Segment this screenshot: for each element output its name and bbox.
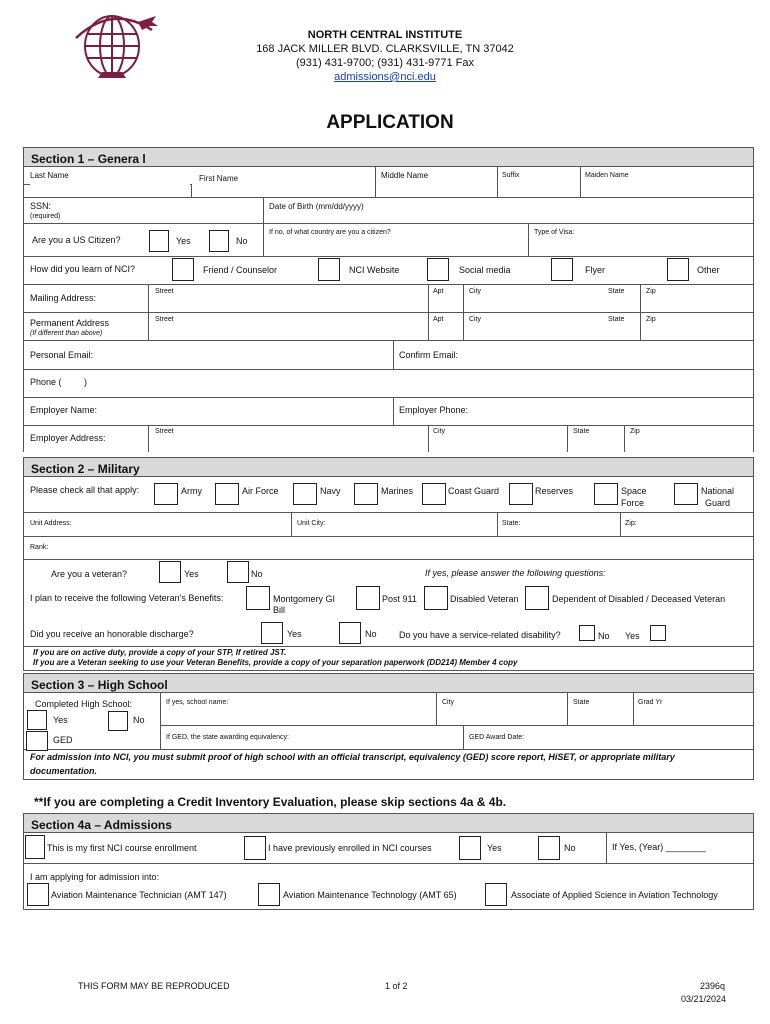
honorable-question: Did you receive an honorable discharge? bbox=[30, 629, 194, 639]
unit-state-label: State: bbox=[502, 520, 521, 527]
suffix-label: Suffix bbox=[502, 172, 520, 179]
citizen-no-label: No bbox=[236, 236, 248, 246]
permanent-apt-label: Apt bbox=[433, 316, 444, 323]
form-title: APPLICATION bbox=[326, 112, 454, 133]
mailing-city-label: City bbox=[469, 288, 482, 295]
disability-yes-checkbox[interactable] bbox=[650, 625, 666, 641]
hs-no-label: No bbox=[133, 715, 145, 725]
disability-no-checkbox[interactable] bbox=[579, 625, 595, 641]
confirm-email-label: Confirm Email: bbox=[399, 350, 459, 360]
ged-checkbox[interactable] bbox=[26, 731, 48, 751]
mgib-label-2: Bill bbox=[273, 605, 286, 615]
hs-yes-label: Yes bbox=[53, 715, 68, 725]
hs-proof-note-2: documentation. bbox=[30, 766, 97, 776]
credit-inventory-note: **If you are completing a Credit Inventory Evaluation, please skip sections 4a & 4b. bbox=[34, 795, 507, 809]
last-name-field[interactable] bbox=[30, 184, 190, 196]
ged-label: GED bbox=[53, 735, 73, 745]
army-checkbox[interactable] bbox=[154, 483, 178, 505]
section-1-header bbox=[23, 147, 754, 167]
employer-address-label: Employer Address: bbox=[30, 433, 106, 443]
honorable-yes-checkbox[interactable] bbox=[261, 622, 283, 644]
section-2-title: Section 2 – Military bbox=[31, 462, 140, 476]
hs-no-checkbox[interactable] bbox=[108, 711, 128, 731]
institute-name: NORTH CENTRAL INSTITUTE bbox=[307, 29, 463, 41]
nationalguard-checkbox[interactable] bbox=[674, 483, 698, 505]
first-enrollment-label: This is my first NCI course enrollment bbox=[47, 843, 197, 853]
marines-label: Marines bbox=[381, 486, 414, 496]
disabled-veteran-checkbox[interactable] bbox=[424, 586, 448, 610]
employer-state-label: State bbox=[573, 428, 590, 435]
previous-yes-checkbox[interactable] bbox=[459, 836, 481, 860]
airforce-checkbox[interactable] bbox=[215, 483, 239, 505]
honorable-no-label: No bbox=[365, 629, 377, 639]
veteran-question: Are you a veteran? bbox=[51, 569, 128, 579]
mailing-apt-label: Apt bbox=[433, 288, 444, 295]
previous-no-label: No bbox=[564, 843, 576, 853]
unit-city-label: Unit City: bbox=[297, 520, 326, 527]
amt65-checkbox[interactable] bbox=[258, 883, 280, 906]
website-label: NCI Website bbox=[349, 265, 400, 275]
coastguard-checkbox[interactable] bbox=[422, 483, 446, 505]
dependent-checkbox[interactable] bbox=[525, 586, 549, 610]
country-question: If no, of what country are you a citizen? bbox=[269, 229, 391, 236]
unit-zip-label: Zip: bbox=[625, 520, 637, 527]
grad-year-label: Grad Yr bbox=[638, 699, 663, 706]
citizen-yes-label: Yes bbox=[176, 236, 191, 246]
permanent-state-label: State bbox=[608, 316, 625, 323]
mailing-zip-label: Zip bbox=[646, 288, 656, 295]
disability-yes-label: Yes bbox=[625, 631, 640, 641]
institute-address: 168 JACK MILLER BLVD. CLARKSVILLE, TN 37042 bbox=[256, 43, 514, 55]
flyer-checkbox[interactable] bbox=[551, 258, 573, 281]
military-check-all-label: Please check all that apply: bbox=[30, 485, 140, 495]
learn-question: How did you learn of NCI? bbox=[30, 264, 136, 274]
military-note-2: If you are a Veteran seeking to use your Veteran Benefits, provide a copy of your separation paperwork (DD214) Member 4 copy bbox=[33, 658, 518, 667]
employer-name-label: Employer Name: bbox=[30, 405, 98, 415]
disability-no-label: No bbox=[598, 631, 610, 641]
first-enrollment-checkbox[interactable] bbox=[25, 835, 45, 859]
employer-city-label: City bbox=[433, 428, 446, 435]
ssn-label: SSN: bbox=[30, 201, 52, 211]
visa-label: Type of Visa: bbox=[534, 229, 575, 236]
veteran-no-checkbox[interactable] bbox=[227, 561, 249, 583]
first-name-label: First Name bbox=[199, 174, 239, 183]
permanent-city-label: City bbox=[469, 316, 482, 323]
veteran-yes-checkbox[interactable] bbox=[159, 561, 181, 583]
citizen-no-checkbox[interactable] bbox=[209, 230, 229, 252]
previous-year-label: If Yes, (Year) ________ bbox=[612, 842, 706, 852]
citizen-yes-checkbox[interactable] bbox=[149, 230, 169, 252]
unit-address-label: Unit Address: bbox=[30, 520, 72, 527]
disability-question: Do you have a service-related disability? bbox=[399, 630, 561, 640]
nationalguard-label-2: Guard bbox=[705, 498, 731, 508]
rank-label: Rank: bbox=[30, 544, 49, 551]
veteran-yes-label: Yes bbox=[184, 569, 199, 579]
amt65-label: Aviation Maintenance Technology (AMT 65) bbox=[283, 890, 457, 900]
footer-page-number: 1 of 2 bbox=[385, 981, 408, 991]
spaceforce-label-2: Force bbox=[621, 498, 645, 508]
permanent-label: Permanent Address bbox=[30, 318, 110, 328]
dob-label: Date of Birth (mm/dd/yyyy) bbox=[269, 202, 364, 211]
section-3-title: Section 3 – High School bbox=[31, 678, 168, 692]
middle-name-label: Middle Name bbox=[381, 171, 429, 180]
applying-label: I am applying for admission into: bbox=[30, 872, 160, 882]
army-label: Army bbox=[181, 486, 202, 496]
aas-label: Associate of Applied Science in Aviation Technology bbox=[511, 890, 718, 900]
institute-phones: (931) 431-9700; (931) 431-9771 Fax bbox=[296, 57, 474, 69]
reserves-label: Reserves bbox=[535, 486, 574, 496]
airforce-label: Air Force bbox=[242, 486, 279, 496]
section-4a-header bbox=[23, 813, 754, 833]
hs-city-label: City bbox=[442, 699, 455, 706]
employer-phone-label: Employer Phone: bbox=[399, 405, 469, 415]
school-name-label: If yes, school name: bbox=[166, 699, 229, 706]
employer-zip-label: Zip bbox=[630, 428, 640, 435]
mailing-state-label: State bbox=[608, 288, 625, 295]
mgib-checkbox[interactable] bbox=[246, 586, 270, 610]
veteran-if-yes-note: If yes, please answer the following questions: bbox=[425, 568, 606, 578]
section-4a-title: Section 4a – Admissions bbox=[31, 818, 172, 832]
friend-checkbox[interactable] bbox=[172, 258, 194, 281]
navy-checkbox[interactable] bbox=[293, 483, 317, 505]
ged-date-label: GED Award Date: bbox=[469, 734, 525, 741]
veteran-no-label: No bbox=[251, 569, 263, 579]
previous-enrollment-label: I have previously enrolled in NCI courses bbox=[268, 843, 432, 853]
footer-form-code: 2396q bbox=[700, 981, 726, 991]
nationalguard-label-1: National bbox=[701, 486, 735, 496]
ged-state-label: If GED, the state awarding equivalency: bbox=[166, 734, 289, 741]
honorable-no-checkbox[interactable] bbox=[339, 622, 361, 644]
benefits-question: I plan to receive the following Veteran's Benefits: bbox=[30, 593, 224, 603]
permanent-street-label: Street bbox=[155, 316, 174, 323]
other-label: Other bbox=[697, 265, 720, 275]
personal-email-label: Personal Email: bbox=[30, 350, 94, 360]
amt147-label: Aviation Maintenance Technician (AMT 147) bbox=[51, 890, 227, 900]
employer-street-label: Street bbox=[155, 428, 174, 435]
permanent-zip-label: Zip bbox=[646, 316, 656, 323]
social-label: Social media bbox=[459, 265, 511, 275]
post911-checkbox[interactable] bbox=[356, 586, 380, 610]
amt147-checkbox[interactable] bbox=[27, 883, 49, 906]
aas-checkbox[interactable] bbox=[485, 883, 507, 906]
section-1-title: Section 1 – Genera l bbox=[31, 152, 146, 166]
hs-state-label: State bbox=[573, 699, 590, 706]
marines-checkbox[interactable] bbox=[354, 483, 378, 505]
other-checkbox[interactable] bbox=[667, 258, 689, 281]
phone-label: Phone ( bbox=[30, 377, 62, 387]
flyer-label: Flyer bbox=[585, 265, 605, 275]
spaceforce-checkbox[interactable] bbox=[594, 483, 618, 505]
permanent-note: (If different than above) bbox=[30, 330, 103, 337]
citizen-question: Are you a US Citizen? bbox=[32, 235, 121, 245]
footer-reproduced: THIS FORM MAY BE REPRODUCED bbox=[78, 981, 230, 991]
social-checkbox[interactable] bbox=[427, 258, 449, 281]
dependent-label: Dependent of Disabled / Deceased Veteran bbox=[552, 594, 726, 604]
section-2-header bbox=[23, 457, 754, 477]
military-note-1: If you are on active duty, provide a copy of your STP, If retired JST. bbox=[33, 648, 287, 657]
spaceforce-label-1: Space bbox=[621, 486, 647, 496]
coastguard-label: Coast Guard bbox=[448, 486, 500, 496]
previous-no-checkbox[interactable] bbox=[538, 836, 560, 860]
completed-hs-label: Completed High School: bbox=[35, 699, 133, 709]
footer-date: 03/21/2024 bbox=[681, 994, 727, 1004]
maiden-name-label: Maiden Name bbox=[585, 172, 629, 179]
mailing-label: Mailing Address: bbox=[30, 293, 97, 303]
previous-yes-label: Yes bbox=[487, 843, 502, 853]
last-name-label: Last Name bbox=[30, 171, 69, 180]
website-checkbox[interactable] bbox=[318, 258, 340, 281]
previous-enrollment-checkbox[interactable] bbox=[244, 836, 266, 860]
navy-label: Navy bbox=[320, 486, 341, 496]
friend-label: Friend / Counselor bbox=[203, 265, 278, 275]
honorable-yes-label: Yes bbox=[287, 629, 302, 639]
section-3-header bbox=[23, 673, 754, 693]
reserves-checkbox[interactable] bbox=[509, 483, 533, 505]
ssn-required: (required) bbox=[30, 213, 61, 220]
mailing-street-label: Street bbox=[155, 288, 174, 295]
hs-yes-checkbox[interactable] bbox=[27, 710, 47, 730]
nci-globe-logo bbox=[68, 8, 160, 80]
disabled-veteran-label: Disabled Veteran bbox=[450, 594, 519, 604]
hs-proof-note-1: For admission into NCI, you must submit proof of high school with an official transcript, equivalency (GED) score report, HiSET, or appropriate military bbox=[30, 752, 675, 762]
mgib-label-1: Montgomery GI bbox=[273, 594, 336, 604]
phone-close: ) bbox=[84, 377, 87, 387]
admissions-email-link[interactable]: admissions@nci.edu bbox=[334, 71, 436, 83]
post911-label: Post 911 bbox=[382, 594, 417, 604]
